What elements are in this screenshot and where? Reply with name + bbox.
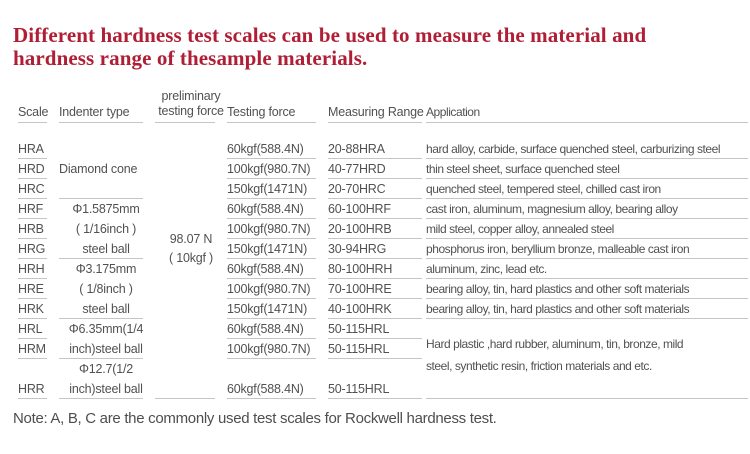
table-row-hra bbox=[13, 139, 750, 159]
header-indenter-type: Indenter type bbox=[57, 87, 155, 123]
cell-indenter: inch)steel ball bbox=[57, 339, 155, 359]
table-row-hrc bbox=[13, 179, 750, 199]
cell-indenter: ( 1/16inch ) bbox=[75, 222, 137, 236]
cell-measuring-range: 20-70HRC bbox=[328, 179, 426, 199]
cell-testing-force: 150kgf(1471N) bbox=[227, 239, 328, 259]
cell-indenter: Φ12.7(1/2 bbox=[78, 362, 134, 376]
cell-application: cast iron, aluminum, magnesium alloy, bearing alloy bbox=[426, 199, 750, 219]
cell-testing-force: 100kgf(980.7N) bbox=[227, 159, 328, 179]
cell-measuring-range: 20-100HRB bbox=[328, 219, 426, 239]
table-row-hrl bbox=[13, 319, 750, 339]
header-preliminary-line2: testing force bbox=[158, 104, 224, 118]
cell-indenter bbox=[57, 179, 155, 199]
cell-application: thin steel sheet, surface quenched steel bbox=[426, 159, 750, 179]
title-line-2: hardness range of thesample materials. bbox=[13, 46, 368, 70]
cell-measuring-range: 20-88HRA bbox=[328, 139, 426, 159]
cell-scale: HRE bbox=[13, 279, 57, 299]
cell-measuring-range: 60-100HRF bbox=[328, 199, 426, 219]
merged-application-line2: steel, synthetic resin, friction materials and etc. bbox=[426, 359, 652, 373]
cell-indenter: inch)steel ball bbox=[57, 379, 155, 399]
cell-indenter: Φ6.35mm(1/4 bbox=[68, 322, 144, 336]
cell-application: aluminum, zinc, lead etc. bbox=[426, 259, 750, 279]
cell-scale: HRC bbox=[13, 179, 57, 199]
preliminary-force-kgf: ( 10kgf ) bbox=[168, 251, 214, 265]
cell-testing-force: 100kgf(980.7N) bbox=[227, 339, 328, 359]
table-row-hrh bbox=[13, 259, 750, 279]
cell-indenter: Diamond cone bbox=[59, 162, 138, 176]
cell-scale: HRG bbox=[13, 239, 57, 259]
cell-scale: HRR bbox=[13, 379, 57, 399]
cell-scale: HRD bbox=[13, 159, 57, 179]
cell-testing-force: 60kgf(588.4N) bbox=[227, 199, 328, 219]
cell-preliminary-force bbox=[155, 139, 227, 399]
cell-testing-force: 150kgf(1471N) bbox=[227, 299, 328, 319]
table-row-hrd bbox=[13, 159, 750, 179]
header-preliminary-line1: preliminary bbox=[161, 89, 221, 103]
cell-application: phosphorus iron, beryllium bronze, malleable cast iron bbox=[426, 239, 750, 259]
table-row-hrg bbox=[13, 239, 750, 259]
cell-application-merged bbox=[426, 319, 750, 399]
cell-measuring-range: 50-115HRL bbox=[328, 319, 426, 339]
cell-indenter: ( 1/8inch ) bbox=[79, 282, 133, 296]
cell-testing-force: 150kgf(1471N) bbox=[227, 179, 328, 199]
cell-measuring-range: 50-115HRL bbox=[328, 379, 426, 399]
cell-testing-force: 60kgf(588.4N) bbox=[227, 259, 328, 279]
cell-indenter: Φ3.175mm bbox=[75, 262, 137, 276]
cell-application: quenched steel, tempered steel, chilled cast iron bbox=[426, 179, 750, 199]
cell-measuring-range: 70-100HRE bbox=[328, 279, 426, 299]
header-testing-force: Testing force bbox=[227, 87, 328, 123]
cell-testing-force bbox=[227, 359, 328, 379]
table-row-hre bbox=[13, 279, 750, 299]
header-preliminary-testing-force bbox=[155, 87, 227, 123]
table-header-row bbox=[13, 87, 750, 123]
cell-scale: HRM bbox=[13, 339, 57, 359]
cell-scale: HRB bbox=[13, 219, 57, 239]
cell-indenter: steel ball bbox=[57, 299, 155, 319]
cell-application: bearing alloy, tin, hard plastics and other soft materials bbox=[426, 279, 750, 299]
page-title bbox=[13, 24, 737, 70]
preliminary-force-value: 98.07 N bbox=[169, 232, 213, 246]
cell-testing-force: 60kgf(588.4N) bbox=[227, 139, 328, 159]
table-row-hrk bbox=[13, 299, 750, 319]
page bbox=[0, 24, 750, 454]
cell-testing-force: 100kgf(980.7N) bbox=[227, 219, 328, 239]
cell-indenter: Φ1.5875mm bbox=[72, 202, 140, 216]
footnote: Note: A, B, C are the commonly used test scales for Rockwell hardness test. bbox=[13, 410, 497, 427]
table-row-hrb bbox=[13, 219, 750, 239]
cell-indenter: steel ball bbox=[57, 239, 155, 259]
cell-application: bearing alloy, tin, hard plastics and other soft materials bbox=[426, 299, 750, 319]
cell-scale: HRK bbox=[13, 299, 57, 319]
cell-measuring-range: 40-77HRD bbox=[328, 159, 426, 179]
cell-testing-force: 60kgf(588.4N) bbox=[227, 379, 328, 399]
merged-application-line1: Hard plastic ,hard rubber, aluminum, tin, bronze, mild bbox=[426, 337, 684, 351]
header-measuring-range: Measuring Range bbox=[328, 87, 426, 123]
header-scale: Scale bbox=[13, 87, 57, 123]
cell-scale: HRH bbox=[13, 259, 57, 279]
cell-indenter bbox=[57, 139, 155, 159]
cell-scale bbox=[13, 359, 57, 379]
cell-application: hard alloy, carbide, surface quenched steel, carburizing steel bbox=[426, 139, 750, 159]
cell-application: mild steel, copper alloy, annealed steel bbox=[426, 219, 750, 239]
title-line-1: Different hardness test scales can be used to measure the material and bbox=[13, 23, 647, 47]
cell-measuring-range: 40-100HRK bbox=[328, 299, 426, 319]
cell-measuring-range bbox=[328, 359, 426, 379]
table-row-hrf bbox=[13, 199, 750, 219]
cell-testing-force: 60kgf(588.4N) bbox=[227, 319, 328, 339]
cell-measuring-range: 80-100HRH bbox=[328, 259, 426, 279]
header-application: Application bbox=[426, 87, 750, 123]
cell-scale: HRF bbox=[13, 199, 57, 219]
cell-measuring-range: 50-115HRL bbox=[328, 339, 426, 359]
cell-scale: HRA bbox=[13, 139, 57, 159]
cell-testing-force: 100kgf(980.7N) bbox=[227, 279, 328, 299]
hardness-scale-table bbox=[13, 87, 750, 399]
spacer-row bbox=[13, 123, 750, 139]
cell-measuring-range: 30-94HRG bbox=[328, 239, 426, 259]
cell-scale: HRL bbox=[13, 319, 57, 339]
